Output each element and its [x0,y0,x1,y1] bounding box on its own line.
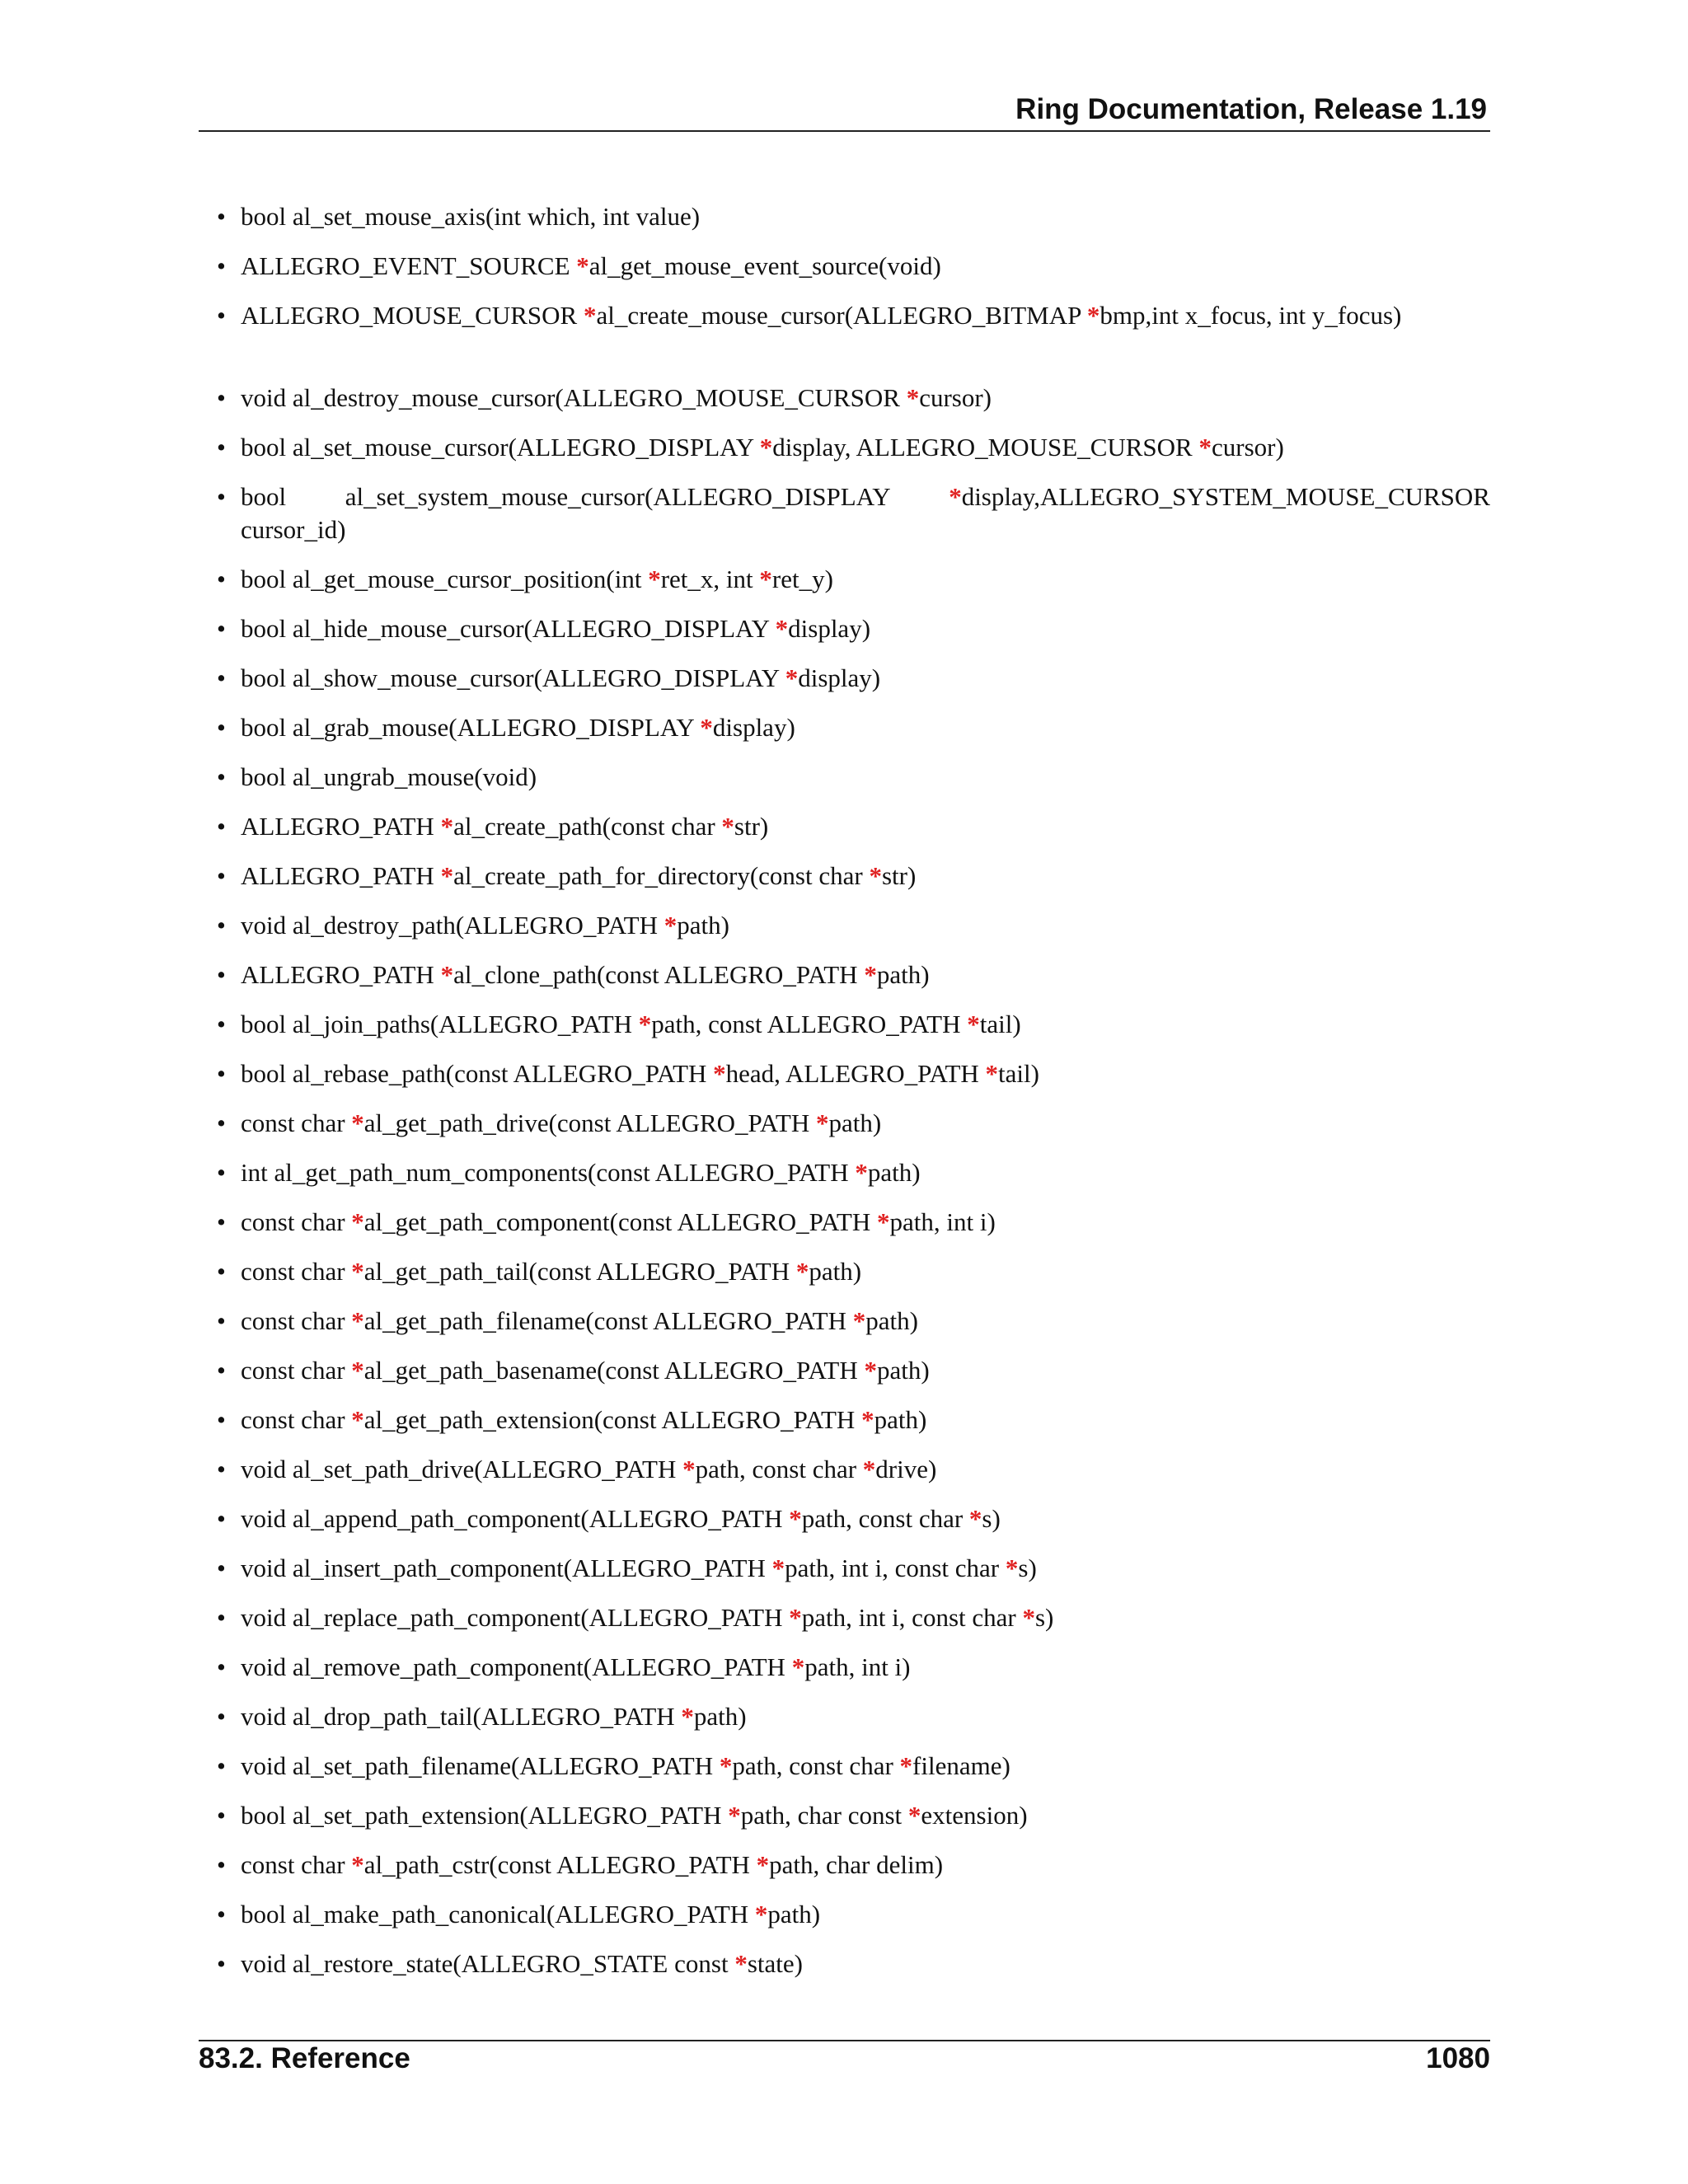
function-signature-item: • const char *al_get_path_filename(const ALLEGRO_PATH *path) [241,1305,1490,1338]
pointer-asterisk: * [1086,301,1100,330]
header-rule [199,130,1490,132]
pointer-asterisk: * [759,565,772,593]
pointer-asterisk: * [1022,1603,1035,1632]
pointer-asterisk: * [864,1356,877,1385]
pointer-asterisk: * [949,482,962,511]
function-signature-item: • const char *al_path_cstr(const ALLEGRO_PATH *path, char delim) [241,1849,1490,1882]
pointer-asterisk: * [1198,433,1212,462]
function-signature-item: • ALLEGRO_PATH *al_clone_path(const ALLEGRO_PATH *path) [241,958,1490,991]
pointer-asterisk: * [861,1405,874,1434]
function-signature-item: • void al_remove_path_component(ALLEGRO_PATH *path, int i) [241,1651,1490,1684]
pointer-asterisk: * [789,1504,802,1533]
pointer-asterisk: * [583,301,597,330]
function-signature-item: • bool al_grab_mouse(ALLEGRO_DISPLAY *display) [241,711,1490,744]
function-signature-item: • void al_set_path_drive(ALLEGRO_PATH *path, const char *drive) [241,1453,1490,1486]
function-signature-item: • ALLEGRO_MOUSE_CURSOR *al_create_mouse_cursor(ALLEGRO_BITMAP *bmp,int x_focus, int y_focus) [241,299,1490,332]
function-signature-item: • void al_restore_state(ALLEGRO_STATE const *state) [241,1947,1490,1980]
pointer-asterisk: * [440,960,454,989]
function-signature-item: • bool al_set_mouse_cursor(ALLEGRO_DISPLAY *display, ALLEGRO_MOUSE_CURSOR *cursor) [241,431,1490,464]
running-header-title: Ring Documentation, Release 1.19 [1015,93,1487,125]
pointer-asterisk: * [754,1900,768,1929]
pointer-asterisk: * [968,1504,982,1533]
function-signature-item: • const char *al_get_path_basename(const ALLEGRO_PATH *path) [241,1354,1490,1387]
pointer-asterisk: * [351,1306,364,1335]
pointer-asterisk: * [682,1455,696,1483]
function-signature-item: • int al_get_path_num_components(const ALLEGRO_PATH *path) [241,1156,1490,1189]
pointer-asterisk: * [440,861,454,890]
pointer-asterisk: * [700,713,713,742]
pointer-asterisk: * [855,1158,868,1187]
function-signature-item: • bool al_get_mouse_cursor_position(int *ret_x, int *ret_y) [241,563,1490,596]
function-signature-item: • bool al_hide_mouse_cursor(ALLEGRO_DISPLAY *display) [241,612,1490,645]
pointer-asterisk: * [785,663,799,692]
pointer-asterisk: * [351,1405,364,1434]
pointer-asterisk: * [815,1108,829,1137]
function-signature-item: • void al_destroy_mouse_cursor(ALLEGRO_MOUSE_CURSOR *cursor) [241,382,1490,415]
pointer-asterisk: * [351,1207,364,1236]
page-number: 1080 [1426,2042,1490,2074]
function-signature-item: • void al_set_path_filename(ALLEGRO_PATH *path, const char *filename) [241,1750,1490,1783]
function-signature-item: • bool al_set_path_extension(ALLEGRO_PATH *path, char const *extension) [241,1799,1490,1832]
function-signature-item: • void al_append_path_component(ALLEGRO_PATH *path, const char *s) [241,1502,1490,1535]
function-signature-item: • ALLEGRO_PATH *al_create_path(const char *str) [241,810,1490,843]
function-signature-item: • void al_drop_path_tail(ALLEGRO_PATH *path) [241,1700,1490,1733]
function-signature-item: • bool al_make_path_canonical(ALLEGRO_PATH *path) [241,1898,1490,1931]
pointer-asterisk: * [638,1010,652,1038]
pointer-asterisk: * [869,861,882,890]
pointer-asterisk: * [1005,1554,1019,1582]
pointer-asterisk: * [576,251,589,280]
pointer-asterisk: * [852,1306,866,1335]
pointer-asterisk: * [681,1702,694,1731]
pointer-asterisk: * [877,1207,890,1236]
pointer-asterisk: * [789,1603,802,1632]
function-signature-item: • bool al_set_mouse_axis(int which, int value) [241,200,1490,233]
pointer-asterisk: * [728,1801,741,1830]
pointer-asterisk: * [734,1949,748,1978]
pointer-asterisk: * [967,1010,980,1038]
function-signature-item: • bool al_rebase_path(const ALLEGRO_PATH *head, ALLEGRO_PATH *tail) [241,1057,1490,1090]
pointer-asterisk: * [791,1652,805,1681]
pointer-asterisk: * [907,1801,921,1830]
function-signature-item: • ALLEGRO_PATH *al_create_path_for_directory(const char *str) [241,860,1490,893]
function-signature-item: • ALLEGRO_EVENT_SOURCE *al_get_mouse_event_source(void) [241,250,1490,283]
pointer-asterisk: * [899,1751,913,1780]
pointer-asterisk: * [440,812,454,841]
pointer-asterisk: * [663,911,678,940]
function-signature-item: • const char *al_get_path_component(const ALLEGRO_PATH *path, int i) [241,1206,1490,1239]
function-signature-item: • void al_destroy_path(ALLEGRO_PATH *path) [241,909,1490,942]
function-signature-item: • bool al_show_mouse_cursor(ALLEGRO_DISPLAY *display) [241,662,1490,695]
pointer-asterisk: * [906,383,920,412]
function-signature-item: • const char *al_get_path_drive(const ALLEGRO_PATH *path) [241,1107,1490,1140]
function-signature-item: • const char *al_get_path_tail(const ALLEGRO_PATH *path) [241,1255,1490,1288]
footer-section-label: 83.2. Reference [199,2042,410,2074]
pointer-asterisk: * [775,614,789,643]
footer-rule [199,2040,1490,2041]
pointer-asterisk: * [862,1455,876,1483]
function-signature-item: • void al_insert_path_component(ALLEGRO_PATH *path, int i, const char *s) [241,1552,1490,1585]
pointer-asterisk: * [795,1257,809,1286]
function-signature-item: • bool al_join_paths(ALLEGRO_PATH *path, const ALLEGRO_PATH *tail) [241,1008,1490,1041]
function-signature-item: • void al_replace_path_component(ALLEGRO_PATH *path, int i, const char *s) [241,1601,1490,1634]
pointer-asterisk: * [759,433,773,462]
pointer-asterisk: * [721,812,734,841]
pointer-asterisk: * [351,1850,364,1879]
pointer-asterisk: * [351,1108,364,1137]
function-signature-item: • bool al_ungrab_mouse(void) [241,761,1490,794]
pointer-asterisk: * [985,1059,999,1088]
pointer-asterisk: * [864,960,877,989]
pointer-asterisk: * [719,1751,733,1780]
pointer-asterisk: * [648,565,661,593]
pointer-asterisk: * [771,1554,785,1582]
function-signature-item: • bool al_set_system_mouse_cursor(ALLEGRO_DISPLAY *display,ALLEGRO_SYSTEM_MOUSE_CURSOR cursor_id) [241,480,1490,546]
pointer-asterisk: * [756,1850,770,1879]
pointer-asterisk: * [351,1356,364,1385]
pointer-asterisk: * [713,1059,726,1088]
pointer-asterisk: * [351,1257,364,1286]
function-signature-item: • const char *al_get_path_extension(const ALLEGRO_PATH *path) [241,1404,1490,1436]
